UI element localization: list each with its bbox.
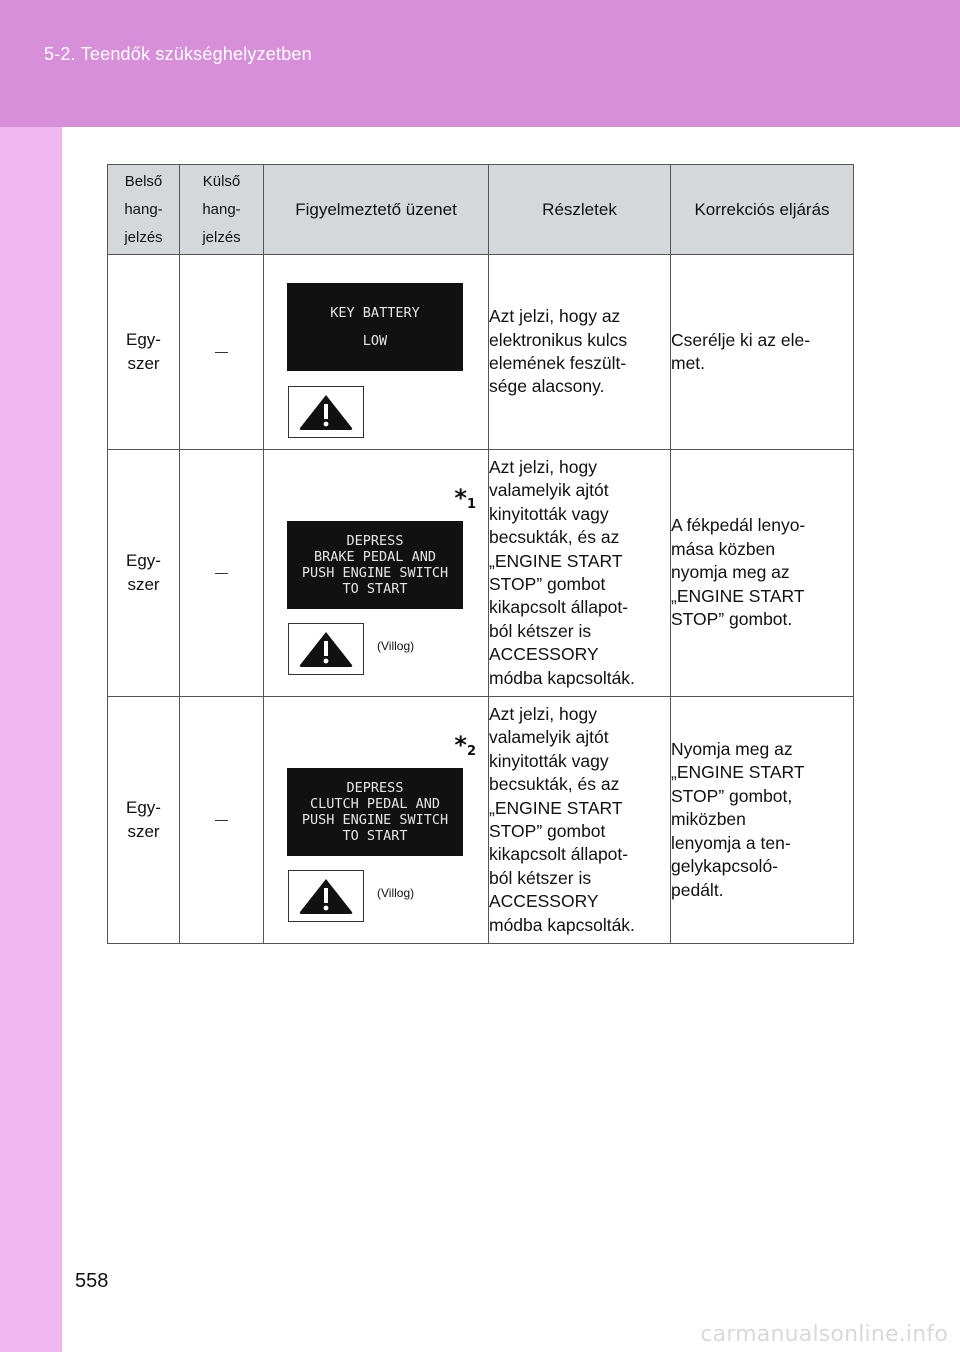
table-row <box>108 697 854 944</box>
footnote-star: $*_1$ <box>454 484 476 512</box>
lcd-display: KEY BATTERY LOW <box>287 283 463 371</box>
warning-icon-box <box>288 386 364 438</box>
table-row <box>108 450 854 697</box>
inner-chime-cell: Egy- szer <box>108 697 180 944</box>
warning-message-table <box>107 164 854 944</box>
message-cell <box>264 255 489 450</box>
lcd-display: DEPRESS CLUTCH PEDAL AND PUSH ENGINE SWITCH TO START <box>287 768 463 856</box>
header-correction: Korrekciós eljárás <box>671 165 854 255</box>
footnote-star: $*_2$ <box>454 731 476 759</box>
lcd-display: DEPRESS BRAKE PEDAL AND PUSH ENGINE SWITCH TO START <box>287 521 463 609</box>
message-cell <box>264 697 489 944</box>
table-header-row <box>108 165 854 255</box>
inner-chime-cell: Egy- szer <box>108 255 180 450</box>
dash-mark <box>215 820 228 821</box>
dash-mark <box>215 352 228 353</box>
inner-chime-cell: Egy- szer <box>108 450 180 697</box>
page-number: 558 <box>75 1270 109 1292</box>
outer-buzzer-cell <box>180 255 264 450</box>
header-inner-chime: Belső hang- jelzés <box>108 165 180 255</box>
header-outer-buzzer: Külső hang- jelzés <box>180 165 264 255</box>
exclamation-warning-icon <box>297 393 355 431</box>
details-cell: Azt jelzi, hogy valamelyik ajtót kinyitották vagy becsukták, és az „ENGINE START STOP” gombot kikapcsolt állapot- ból kétszer is ACCESSORY módba kapcsolták. <box>489 450 671 697</box>
header-message: Figyelmeztető üzenet <box>264 165 489 255</box>
exclamation-warning-icon <box>297 630 355 668</box>
outer-buzzer-cell <box>180 697 264 944</box>
warning-icon-box <box>288 870 364 922</box>
message-cell <box>264 450 489 697</box>
dash-mark <box>215 573 228 574</box>
section-title: 5-2. Teendők szükséghelyzetben <box>44 44 312 64</box>
correction-cell: Nyomja meg az „ENGINE START STOP” gombot, miközben lenyomja a ten- gelykapcsoló- pedált. <box>671 697 854 944</box>
correction-cell: A fékpedál lenyo- mása közben nyomja meg az „ENGINE START STOP” gombot. <box>671 450 854 697</box>
watermark: carmanualsonline.info <box>700 1322 948 1347</box>
warning-icon-box <box>288 623 364 675</box>
side-band <box>0 127 62 1352</box>
exclamation-warning-icon <box>297 877 355 915</box>
header-details: Részletek <box>489 165 671 255</box>
details-cell: Azt jelzi, hogy az elektronikus kulcs elemének feszült- sége alacsony. <box>489 255 671 450</box>
blink-note: (Villog) <box>377 639 415 653</box>
outer-buzzer-cell <box>180 450 264 697</box>
table-row <box>108 255 854 450</box>
details-cell: Azt jelzi, hogy valamelyik ajtót kinyitották vagy becsukták, és az „ENGINE START STOP” gombot kikapcsolt állapot- ból kétszer is ACCESSORY módba kapcsolták. <box>489 697 671 944</box>
header-band <box>0 0 960 127</box>
correction-cell: Cserélje ki az ele- met. <box>671 255 854 450</box>
blink-note: (Villog) <box>377 886 415 900</box>
